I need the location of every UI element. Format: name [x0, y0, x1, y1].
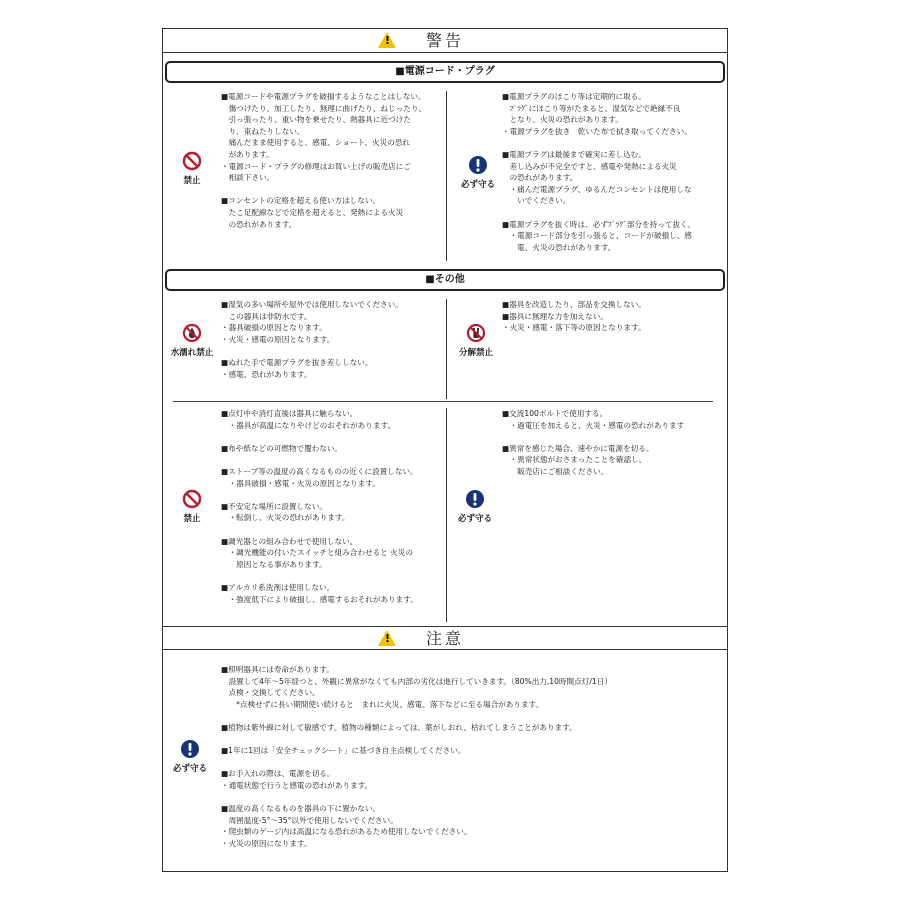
must-label [167, 739, 213, 774]
prohibited-label-text: 禁止 [183, 176, 201, 186]
power-plug-must-text: ■電源プラグのほこり等は定期的に取る。 ﾌﾟﾗｸﾞにほこり等がたまると、湿気などで絶縁不良 となり、火災の恐れがあります。 ・電源プラグを抜き 乾いた布で拭き取ってください。 ■電源プラグは最後まで確実に差し込む。 差し込みが不完全ですと、感電や発熱による火災 の恐れがあります。 ・痛んだ電源プラグ、ゆるんだコンセントは使用しな いでください。 ■電源プラグを抜く時は、必ずﾌﾟﾗｸﾞ部分を持って抜く。 ・電源コード部分を引っ張ると、コードが破損し、感 電、火災の恐れがあります。 [502, 92, 696, 252]
no-disassembly-label [451, 323, 501, 358]
other-prohibited-text: ■点灯中や消灯直後は器具に触らない。 ・器具が高温になりやけどのおそれがあります。 ■布や紙などの可燃物で覆わない。 ■ストーブ等の温度の高くなるものの近くに設置しない。 ・器具破損・感電・火災の原因となります。 ■不安定な場所に設置しない。 ・転倒し、火災の恐れがあります。 ■調光器との組み合わせで使用しない。 ・調光機能の付いたスイッチと組み合わせると 火災の 原因となる事があります。 ■アルカリ系洗剤は使用しない。 ・強度低下により破損し、感電するおそれがあります。 [221, 409, 418, 604]
must-label-text: 必ず守る [460, 180, 495, 190]
warning-band [163, 29, 727, 53]
caution-triangle-icon [378, 630, 396, 646]
row-divider [173, 401, 713, 402]
section-heading-other: ■その他 [165, 269, 725, 291]
no-disassembly-label-text: 分解禁止 [458, 348, 493, 358]
must-label-text: 必ず守る [457, 514, 492, 524]
other-must-text: ■交流100ボルトで使用する。 ・過電圧を加えると、火災・感電の恐れがあります ■異常を感じた場合、速やかに電源を切る。 ・異常状態がおさまったことを確認し、 販売店にご相談ください。 [502, 409, 685, 476]
power-cord-prohibited-text: ■電源コードや電源プラグを破損するようなことはしない。 傷つけたり、加工したり、無理に曲げたり、ねじったり、 引っ張ったり、重い物を乗せたり、熱器具に近づけた り、束ねたりしない。 痛んだまま使用すると、感電、ショート、火災の恐れ があります。 ・電源コード・プラグの修理はお買い上げの販売店にご 相談下さい。 ■コンセントの定格を超える使い方はしない。 たこ足配線などで定格を超えると、発熱による火災 の恐れがあります。 [221, 92, 427, 229]
caution-title: 注意 [425, 629, 464, 648]
other-no-water-text: ■湿気の多い場所や屋外では使用しないでください。 この器具は非防水です。 ・器具破損の原因となります。 ・火災・感電の原因となります。 ■ぬれた手で電源プラグを抜き差ししない。 ・感電、恐れがあります。 [221, 300, 403, 379]
warning-triangle-icon [378, 32, 396, 48]
must-label [454, 489, 496, 524]
prohibited-label [173, 151, 211, 186]
column-divider [446, 299, 447, 399]
mandatory-icon [468, 155, 488, 175]
prohibited-label [173, 489, 211, 524]
no-water-label-text: 水濡れ禁止 [170, 348, 214, 358]
prohibited-icon [182, 151, 202, 171]
no-water-label [165, 323, 219, 358]
mandatory-icon [180, 739, 200, 759]
other-no-disassembly-text: ■器具を改造したり、部品を交換しない。 ■器具に無理な力を加えない。 ・火災・感電・落下等の原因となります。 [502, 300, 646, 333]
no-water-icon [182, 323, 202, 343]
caution-text: ■照明器具には寿命があります。 設置して4年～5年経つと、外観に異常がなくても内部の劣化は進行していきます。（80%出力,10時間点灯/1日） 点検・交換してください。 *点検せずに長い期間使い続けると まれに火災、感電、落下などに至る場合があります。 ■植物は紫外線に対して敏感です。植物の種類によっては、葉がしおれ、枯れてしまうことがあります。 ■1年に1回は「安全チェックシート」に基づき自主点検してください。 ■お手入れの際は、電源を切る。 ・通電状態で行うと感電の恐れがあります。 ■温度の高くなるものを器具の下に置かない。 周囲温度-5°～35°以外で使用しないでください。 ・爬虫類のゲージ内は高温になる恐れがあるため使用しないでください。 ・火災の原因になります。 [221, 665, 612, 848]
no-disassembly-icon [466, 323, 486, 343]
safety-sheet [162, 28, 728, 872]
caution-band [163, 626, 727, 650]
column-divider [446, 408, 447, 622]
must-label [457, 155, 499, 190]
section-heading-power-cord: ■電源コード・プラグ [165, 61, 725, 83]
column-divider [446, 91, 447, 261]
prohibited-label-text: 禁止 [183, 514, 201, 524]
mandatory-icon [465, 489, 485, 509]
warning-title: 警告 [425, 31, 464, 50]
prohibited-icon [182, 489, 202, 509]
must-label-text: 必ず守る [172, 764, 207, 774]
